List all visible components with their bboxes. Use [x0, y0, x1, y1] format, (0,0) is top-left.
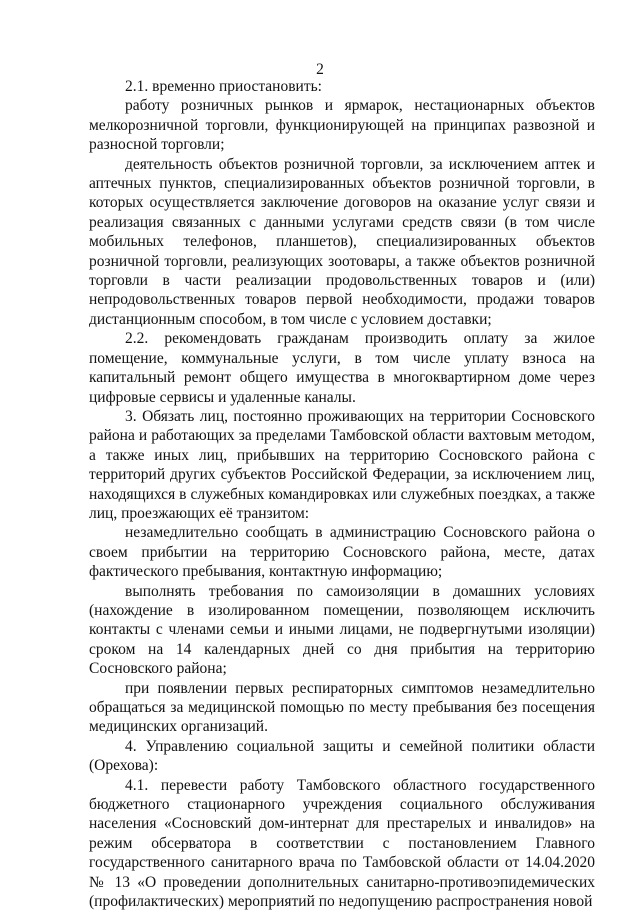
- paragraph-4-1: 4.1. перевести работу Тамбовского областного государственного бюджетного стационарного учреждения социального обслуживания населения «Сосновский дом-интернат для престарелых и инвалидов» на режим обсерватора в соответствии с постановлением Главного государственного санитарного врача по Тамбовской области от 14.04.2020 № 13 «О проведении дополнительных санитарно-противоэпидемических (профилактических) мероприятий по недопущению распространения новой: [89, 776, 595, 911]
- paragraph-self-isolation: выполнять требования по самоизоляции в домашних условиях (нахождение в изолированном помещении, позволяющем исключить контакты с членами семьи и иными лицами, не подвергнутыми изоляции) сроком на 14 календарных дней со дня прибытия на территорию Сосновского района;: [89, 582, 595, 678]
- paragraph-symptoms: при появлении первых респираторных симптомов незамедлительно обращаться за медицинской помощью по месту пребывания без посещения медицинских организаций.: [89, 679, 595, 736]
- paragraph-notify: незамедлительно сообщать в администрацию Сосновского района о своем прибытии на территорию Сосновского района, месте, датах фактического пребывания, контактную информацию;: [89, 524, 595, 581]
- paragraph-4: 4. Управлению социальной защиты и семейной политики области (Орехова):: [89, 737, 595, 775]
- document-body: [89, 77, 595, 911]
- paragraph-2-2: 2.2. рекомендовать гражданам производить оплату за жилое помещение, коммунальные услуги, в том числе уплату взноса на капитальный ремонт общего имущества в многоквартирном доме через цифровые сервисы и удаленные каналы.: [89, 330, 595, 406]
- paragraph-3: 3. Обязать лиц, постоянно проживающих на территории Сосновского района и работающих за пределами Тамбовской области вахтовым методом, а также иных лиц, прибывших на территорию Сосновского района с территорий других субъектов Российской Федерации, за исключением лиц, находящихся в служебных командировках или служебных поездках, а также лиц, проезжающих её транзитом:: [89, 407, 595, 522]
- page-number: 2: [316, 61, 324, 78]
- paragraph-retail: деятельность объектов розничной торговли, за исключением аптек и аптечных пунктов, специализированных объектов розничной торговли, в которых осуществляется заключение договоров на оказание услуг связи и реализация связанных с данными услугами средств связи (в том числе мобильных телефонов, планшетов), специализированных объектов розничной торговли, реализующих зоотовары, а также объектов розничной торговли в части реализации продовольственных товаров и (или) непродовольственных товаров первой необходимости, продажи товаров дистанционным способом, в том числе с условием доставки;: [89, 155, 595, 328]
- paragraph-markets: работу розничных рынков и ярмарок, нестационарных объектов мелкорозничной торговли, функционирующей на принципах развозной и разносной торговли;: [89, 97, 595, 154]
- paragraph-2-1: 2.1. временно приостановить:: [125, 78, 322, 95]
